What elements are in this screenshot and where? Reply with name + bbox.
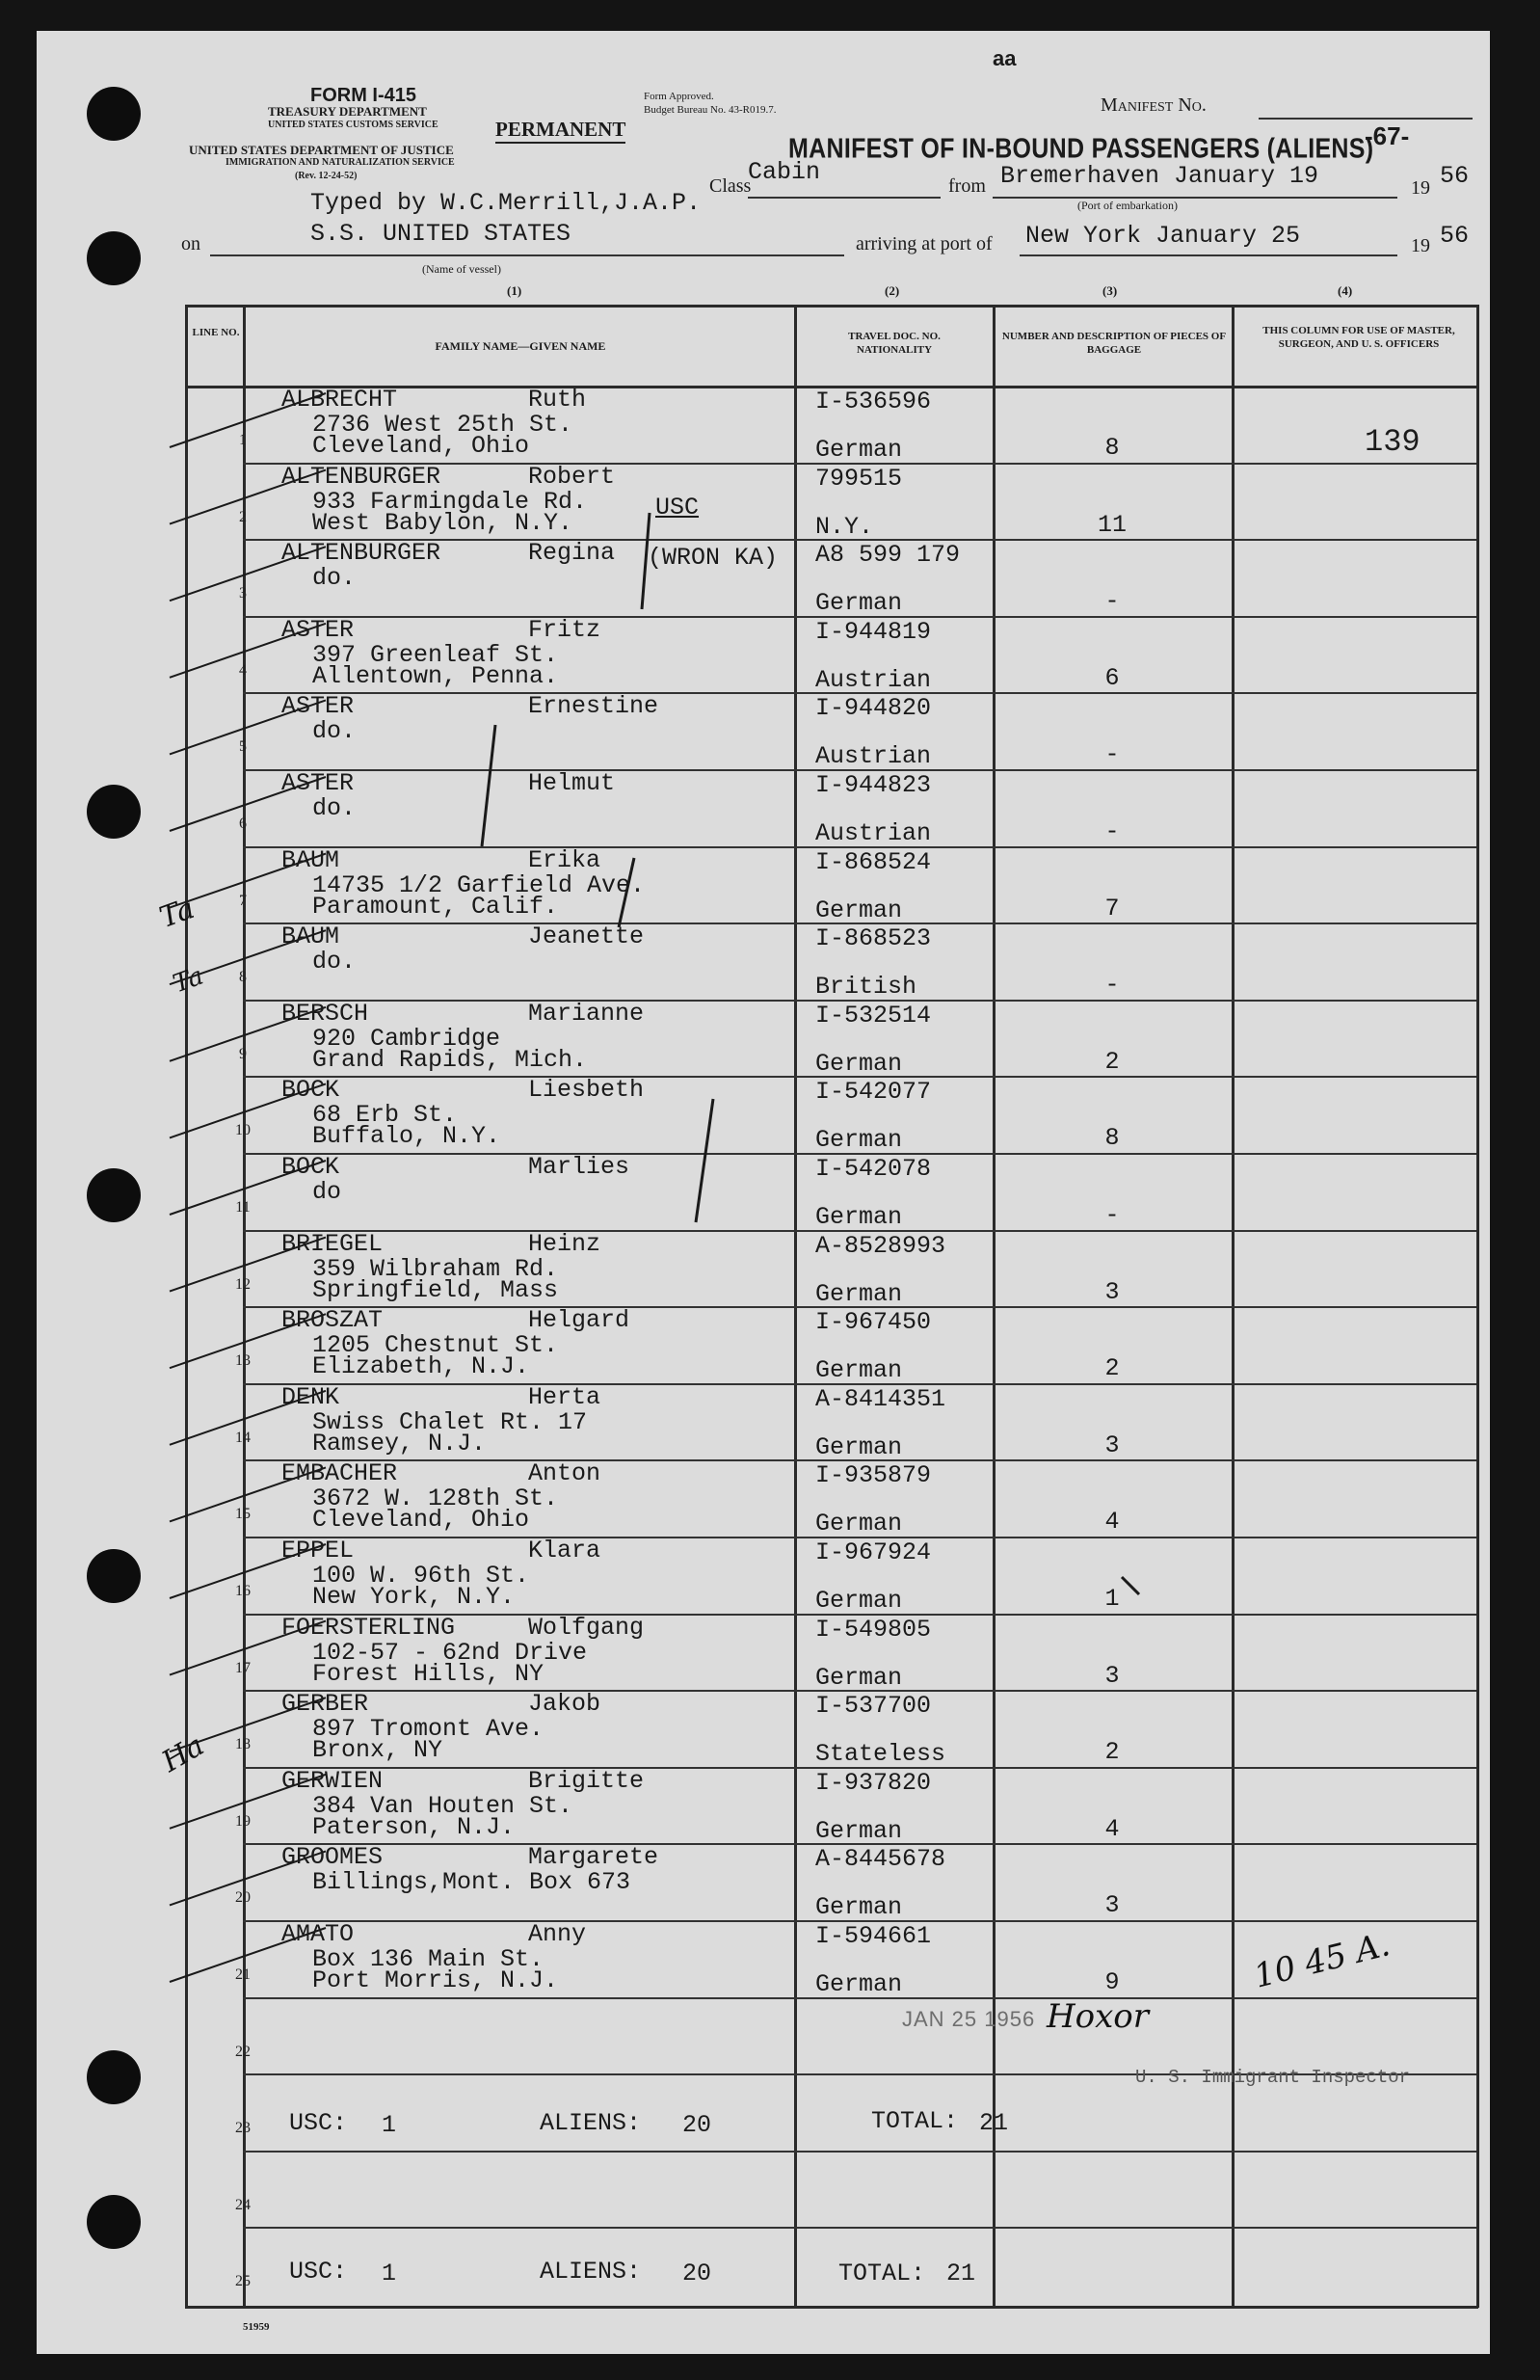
family-name: BRIEGEL bbox=[281, 1229, 384, 1258]
baggage-count: 4 bbox=[1104, 1814, 1120, 1843]
address-line-1: 933 Farmingdale Rd. bbox=[312, 487, 588, 516]
address-line-2: Bronx, NY bbox=[312, 1736, 443, 1765]
pen-check-mark bbox=[170, 547, 326, 601]
pen-check-marks bbox=[37, 31, 1490, 2354]
margin-note: Ta bbox=[155, 891, 199, 936]
travel-doc-no: I-967450 bbox=[815, 1308, 932, 1337]
given-name: Jeanette bbox=[528, 923, 645, 951]
given-name: Brigitte bbox=[528, 1766, 645, 1795]
given-name: Ruth bbox=[528, 386, 587, 414]
from-label: from bbox=[948, 175, 986, 197]
address-line-1: 3672 W. 128th St. bbox=[312, 1484, 559, 1513]
totals-1-total: 21 bbox=[979, 2109, 1009, 2137]
family-name: EPPEL bbox=[281, 1537, 355, 1564]
vessel: S.S. UNITED STATES bbox=[310, 220, 571, 248]
line-number: 15 bbox=[235, 1506, 251, 1523]
nationality: Austrian bbox=[815, 819, 932, 847]
given-name: Heinz bbox=[528, 1229, 601, 1258]
nationality: German bbox=[815, 1816, 903, 1845]
vessel-label: (Name of vessel) bbox=[422, 262, 501, 276]
line-number: 9 bbox=[239, 1045, 247, 1062]
pen-stroke bbox=[1122, 1577, 1139, 1594]
family-name: ASTER bbox=[281, 769, 355, 797]
form-code: 51959 bbox=[243, 2321, 270, 2333]
given-name: Helgard bbox=[528, 1306, 630, 1335]
nationality: German bbox=[815, 1663, 903, 1692]
form-approved: Form Approved. bbox=[644, 91, 714, 102]
totals-2-aliens: 20 bbox=[682, 2260, 712, 2287]
address-line-2: Cleveland, Ohio bbox=[312, 432, 530, 460]
address-line-1: 102-57 - 62nd Drive bbox=[312, 1638, 588, 1667]
family-name: GERWIEN bbox=[281, 1766, 384, 1795]
line-number: 24 bbox=[235, 2196, 251, 2213]
family-name: BERSCH bbox=[281, 999, 369, 1028]
pen-check-mark bbox=[170, 1775, 326, 1829]
address-line-1: 897 Tromont Ave. bbox=[312, 1715, 544, 1744]
totals-1-aliens: 20 bbox=[682, 2111, 712, 2139]
ins-service: IMMIGRATION AND NATURALIZATION SERVICE bbox=[226, 157, 455, 168]
line-number: 16 bbox=[235, 1583, 251, 1599]
address-line-1: 100 W. 96th St. bbox=[312, 1562, 530, 1590]
totals-1-aliens-label: ALIENS: bbox=[540, 2109, 642, 2137]
pen-check-mark bbox=[170, 1007, 326, 1061]
pen-check-mark bbox=[170, 1544, 326, 1598]
line-number: 6 bbox=[239, 816, 247, 832]
totals-1-usc: 1 bbox=[382, 2111, 397, 2139]
officer-note-139: 139 bbox=[1365, 424, 1421, 460]
baggage-count: 3 bbox=[1104, 1431, 1120, 1459]
col-num-4: (4) bbox=[1338, 283, 1353, 298]
family-name: ASTER bbox=[281, 692, 355, 721]
line-number: 13 bbox=[235, 1352, 251, 1370]
given-name: Herta bbox=[528, 1382, 601, 1411]
top-mark: aa bbox=[993, 46, 1017, 70]
pen-check-mark bbox=[170, 700, 326, 754]
line-number: 21 bbox=[235, 1966, 251, 1983]
col-head-officers: THIS COLUMN FOR USE OF MASTER, SURGEON, AND U. S. OFFICERS bbox=[1262, 325, 1455, 350]
line-number: 20 bbox=[235, 1889, 251, 1907]
baggage-count: - bbox=[1104, 740, 1120, 769]
manifest-title: MANIFEST OF IN-BOUND PASSENGERS (ALIENS) bbox=[788, 133, 1374, 165]
line-number: 18 bbox=[235, 1736, 251, 1753]
address-line-1: 359 Wilbraham Rd. bbox=[312, 1254, 559, 1283]
pen-check-mark bbox=[170, 1083, 326, 1137]
nationality: German bbox=[815, 589, 903, 618]
address-line-2: Allentown, Penna. bbox=[312, 661, 559, 690]
family-name: DENK bbox=[281, 1382, 340, 1411]
given-name: Ernestine bbox=[528, 692, 659, 721]
totals-2-total-label: TOTAL: bbox=[838, 2260, 926, 2287]
travel-doc-no: I-868523 bbox=[815, 924, 932, 953]
address-line-2: West Babylon, N.Y. bbox=[312, 508, 573, 537]
pen-check-mark bbox=[170, 1851, 326, 1905]
address-line-2: Port Morris, N.J. bbox=[312, 1966, 559, 1994]
pen-stroke bbox=[642, 513, 650, 609]
line-number: 3 bbox=[239, 585, 247, 602]
address-line-1: 1205 Chestnut St. bbox=[312, 1331, 559, 1360]
baggage-count: 2 bbox=[1104, 1354, 1120, 1383]
baggage-count: 4 bbox=[1104, 1508, 1120, 1537]
pen-check-mark bbox=[170, 470, 326, 524]
nationality: N.Y. bbox=[815, 512, 874, 541]
pen-check-mark bbox=[170, 1391, 326, 1445]
col-num-2: (2) bbox=[885, 283, 900, 298]
given-name: Wolfgang bbox=[528, 1613, 645, 1642]
pen-check-mark bbox=[170, 1314, 326, 1368]
address-line-1: Box 136 Main St. bbox=[312, 1945, 544, 1973]
family-name: GROOMES bbox=[281, 1843, 384, 1872]
address-line-2: Cleveland, Ohio bbox=[312, 1506, 530, 1535]
pen-check-mark bbox=[170, 393, 326, 447]
given-name: Anny bbox=[528, 1920, 587, 1948]
nationality: German bbox=[815, 1970, 903, 1998]
family-name: BAUM bbox=[281, 923, 340, 951]
on-label: on bbox=[181, 233, 200, 254]
family-name: GERBER bbox=[281, 1690, 369, 1719]
travel-doc-no: A-8445678 bbox=[815, 1845, 946, 1874]
pen-check-mark bbox=[170, 1467, 326, 1521]
given-name: Erika bbox=[528, 845, 601, 874]
dept-justice: UNITED STATES DEPARTMENT OF JUSTICE bbox=[189, 143, 454, 157]
line-number: 25 bbox=[235, 2273, 251, 2290]
family-name: BOCK bbox=[281, 1076, 340, 1105]
inspector-signature: Hoxor bbox=[1047, 1997, 1150, 2036]
nationality: German bbox=[815, 1356, 903, 1385]
nationality: German bbox=[815, 896, 903, 924]
address-line-1: Billings,Mont. Box 673 bbox=[312, 1868, 631, 1897]
address-line-1: do. bbox=[312, 948, 357, 976]
line-number: 19 bbox=[235, 1812, 251, 1830]
totals-1-total-label: TOTAL: bbox=[871, 2107, 959, 2135]
year-value: 56 bbox=[1440, 162, 1470, 190]
address-line-2: Buffalo, N.Y. bbox=[312, 1122, 501, 1151]
class-value: Cabin bbox=[748, 158, 821, 186]
family-name: BAUM bbox=[281, 845, 340, 874]
budget-bureau: Budget Bureau No. 43-R019.7. bbox=[644, 104, 777, 116]
baggage-count: - bbox=[1104, 971, 1120, 1000]
address-line-1: do. bbox=[312, 794, 357, 822]
arriving-value: New York January 25 bbox=[1025, 222, 1301, 250]
travel-doc-no: I-944823 bbox=[815, 771, 932, 799]
baggage-count: 7 bbox=[1104, 894, 1120, 923]
address-line-1: 397 Greenleaf St. bbox=[312, 640, 559, 669]
travel-doc-no: I-937820 bbox=[815, 1768, 932, 1797]
baggage-count: - bbox=[1104, 1201, 1120, 1229]
margin-note: Ta bbox=[169, 961, 208, 1000]
pen-check-mark bbox=[170, 624, 326, 678]
address-line-2: Elizabeth, N.J. bbox=[312, 1352, 530, 1381]
col-head-name: FAMILY NAME—GIVEN NAME bbox=[435, 339, 606, 353]
family-name: BOCK bbox=[281, 1153, 340, 1181]
nationality: German bbox=[815, 1432, 903, 1461]
nationality: British bbox=[815, 973, 917, 1002]
year2-prefix: 19 bbox=[1411, 235, 1430, 256]
date-stamp: JAN 25 1956 bbox=[902, 2007, 1036, 2031]
baggage-count: 11 bbox=[1097, 510, 1127, 539]
address-line-1: 384 Van Houten St. bbox=[312, 1791, 573, 1820]
family-name: ALBRECHT bbox=[281, 386, 398, 414]
nationality: German bbox=[815, 1587, 903, 1615]
pen-check-mark bbox=[170, 854, 326, 908]
family-name: ASTER bbox=[281, 615, 355, 644]
given-name: Robert bbox=[528, 462, 616, 491]
address-line-2: Springfield, Mass bbox=[312, 1275, 559, 1304]
baggage-count: 1 bbox=[1104, 1585, 1120, 1613]
given-name: Marianne bbox=[528, 999, 645, 1028]
address-line-1: do bbox=[312, 1178, 342, 1206]
pen-check-mark bbox=[170, 777, 326, 831]
given-name: Jakob bbox=[528, 1690, 601, 1719]
port-embark-label: (Port of embarkation) bbox=[1077, 199, 1178, 212]
address-line-2: Paterson, N.J. bbox=[312, 1812, 516, 1841]
line-number: 10 bbox=[235, 1122, 251, 1139]
nationality: German bbox=[815, 1126, 903, 1155]
pen-stroke bbox=[696, 1099, 713, 1222]
wronka-annotation: (WRON KA) bbox=[648, 544, 779, 572]
baggage-count: 3 bbox=[1104, 1661, 1120, 1690]
nationality: Stateless bbox=[815, 1740, 946, 1769]
pen-stroke bbox=[619, 858, 634, 927]
col-head-travel-doc: TRAVEL DOC. NO. NATIONALITY bbox=[848, 331, 941, 356]
travel-doc-no: I-944820 bbox=[815, 694, 932, 723]
usc-annotation: USC bbox=[655, 494, 700, 521]
margin-note: Ha bbox=[156, 1728, 210, 1779]
permanent-stamp: PERMANENT bbox=[495, 118, 625, 144]
from-value: Bremerhaven January 19 bbox=[1000, 162, 1319, 190]
baggage-count: 8 bbox=[1104, 1124, 1120, 1153]
nationality: Austrian bbox=[815, 665, 932, 694]
manifest-page bbox=[37, 31, 1490, 2354]
year-prefix: 19 bbox=[1411, 177, 1430, 199]
line-number: 22 bbox=[235, 2043, 251, 2060]
nationality: German bbox=[815, 1893, 903, 1922]
given-name: Regina bbox=[528, 539, 616, 568]
family-name: AMATO bbox=[281, 1920, 355, 1948]
nationality: German bbox=[815, 1049, 903, 1078]
line-number: 1 bbox=[239, 432, 247, 448]
pen-check-mark bbox=[170, 930, 326, 984]
line-number: 4 bbox=[239, 661, 247, 679]
address-line-1: do. bbox=[312, 564, 357, 593]
travel-doc-no: I-536596 bbox=[815, 388, 932, 415]
nationality: German bbox=[815, 1203, 903, 1231]
col-head-line-no: LINE NO. bbox=[192, 327, 240, 338]
pen-check-mark bbox=[170, 1621, 326, 1675]
manifest-no-label: Manifest No. bbox=[1101, 94, 1207, 116]
address-line-1: 2736 West 25th St. bbox=[312, 411, 573, 439]
family-name: EMBACHER bbox=[281, 1459, 398, 1488]
line-number: 17 bbox=[235, 1659, 251, 1676]
travel-doc-no: A-8414351 bbox=[815, 1384, 946, 1413]
nationality: Austrian bbox=[815, 742, 932, 771]
totals-2-usc-label: USC: bbox=[289, 2258, 348, 2286]
given-name: Klara bbox=[528, 1537, 601, 1564]
family-name: ALTENBURGER bbox=[281, 462, 441, 491]
travel-doc-no: I-967924 bbox=[815, 1538, 932, 1566]
address-line-1: Swiss Chalet Rt. 17 bbox=[312, 1407, 588, 1436]
customs-service: UNITED STATES CUSTOMS SERVICE bbox=[268, 120, 438, 130]
address-line-2: New York, N.Y. bbox=[312, 1583, 516, 1611]
family-name: BROSZAT bbox=[281, 1306, 384, 1335]
given-name: Margarete bbox=[528, 1843, 659, 1872]
given-name: Fritz bbox=[528, 615, 601, 644]
line-number: 7 bbox=[239, 892, 247, 909]
inspector-label: U. S. Immigrant Inspector bbox=[1135, 2067, 1411, 2088]
travel-doc-no: I-542078 bbox=[815, 1155, 932, 1183]
totals-2-aliens-label: ALIENS: bbox=[540, 2258, 642, 2286]
given-name: Marlies bbox=[528, 1153, 630, 1181]
nationality: German bbox=[815, 1510, 903, 1538]
totals-1-usc-label: USC: bbox=[289, 2109, 348, 2137]
col-num-1: (1) bbox=[507, 283, 522, 298]
baggage-count: - bbox=[1104, 817, 1120, 845]
class-label: Class bbox=[709, 175, 752, 197]
travel-doc-no: I-532514 bbox=[815, 1001, 932, 1030]
nationality: German bbox=[815, 436, 903, 464]
totals-2-total: 21 bbox=[946, 2260, 976, 2287]
travel-doc-no: I-868524 bbox=[815, 847, 932, 876]
totals-2-usc: 1 bbox=[382, 2260, 397, 2287]
year2-value: 56 bbox=[1440, 222, 1470, 250]
travel-doc-no: I-594661 bbox=[815, 1922, 932, 1950]
revision: (Rev. 12-24-52) bbox=[295, 171, 358, 181]
dept-treasury: TREASURY DEPARTMENT bbox=[268, 104, 427, 119]
pen-check-mark bbox=[170, 1161, 326, 1215]
travel-doc-no: I-935879 bbox=[815, 1461, 932, 1490]
baggage-count: 9 bbox=[1104, 1968, 1120, 1996]
line-number: 8 bbox=[239, 969, 247, 986]
nationality: German bbox=[815, 1279, 903, 1308]
baggage-count: 6 bbox=[1104, 663, 1120, 692]
arrival-time-note: 10 45 A. bbox=[1250, 1925, 1394, 1996]
address-line-1: 68 Erb St. bbox=[312, 1101, 458, 1130]
given-name: Helmut bbox=[528, 769, 616, 797]
travel-doc-no: I-542077 bbox=[815, 1078, 932, 1107]
line-number: 14 bbox=[235, 1429, 251, 1446]
travel-doc-no: I-944819 bbox=[815, 617, 932, 646]
pen-check-mark bbox=[170, 1238, 326, 1292]
travel-doc-no: A-8528993 bbox=[815, 1231, 946, 1260]
travel-doc-no: 799515 bbox=[815, 464, 903, 493]
address-line-1: 920 Cambridge bbox=[312, 1024, 501, 1053]
col-num-3: (3) bbox=[1102, 283, 1118, 298]
line-number: 5 bbox=[239, 738, 247, 756]
given-name: Anton bbox=[528, 1459, 601, 1488]
pen-stroke bbox=[482, 725, 495, 846]
address-line-1: do. bbox=[312, 717, 357, 746]
baggage-count: - bbox=[1104, 587, 1120, 616]
address-line-2: Forest Hills, NY bbox=[312, 1659, 544, 1688]
baggage-count: 2 bbox=[1104, 1047, 1120, 1076]
travel-doc-no: A8 599 179 bbox=[815, 541, 961, 570]
baggage-count: 3 bbox=[1104, 1277, 1120, 1306]
travel-doc-no: I-549805 bbox=[815, 1615, 932, 1644]
travel-doc-no: I-537700 bbox=[815, 1692, 932, 1721]
line-number: 2 bbox=[239, 508, 247, 525]
address-line-2: Grand Rapids, Mich. bbox=[312, 1045, 588, 1074]
pen-check-mark bbox=[170, 1698, 326, 1752]
given-name: Liesbeth bbox=[528, 1076, 645, 1105]
baggage-count: 3 bbox=[1104, 1891, 1120, 1920]
form-number: FORM I-415 bbox=[310, 85, 417, 106]
baggage-count: 8 bbox=[1104, 434, 1120, 462]
address-line-2: Paramount, Calif. bbox=[312, 892, 559, 921]
baggage-count: 2 bbox=[1104, 1738, 1120, 1767]
address-line-2: Ramsey, N.J. bbox=[312, 1429, 487, 1457]
line-number: 23 bbox=[235, 2120, 251, 2137]
line-number: 11 bbox=[235, 1199, 251, 1216]
manifest-number: -67- bbox=[1365, 121, 1410, 150]
arriving-label: arriving at port of bbox=[856, 233, 993, 254]
family-name: FOERSTERLING bbox=[281, 1613, 456, 1642]
line-number: 12 bbox=[235, 1275, 251, 1293]
pen-check-mark bbox=[170, 1928, 326, 1982]
family-name: ALTENBURGER bbox=[281, 539, 441, 568]
col-head-baggage: NUMBER AND DESCRIPTION OF PIECES OF BAGGAGE bbox=[1001, 331, 1227, 356]
typed-by: Typed by W.C.Merrill,J.A.P. bbox=[310, 189, 702, 217]
address-line-1: 14735 1/2 Garfield Ave. bbox=[312, 870, 646, 899]
